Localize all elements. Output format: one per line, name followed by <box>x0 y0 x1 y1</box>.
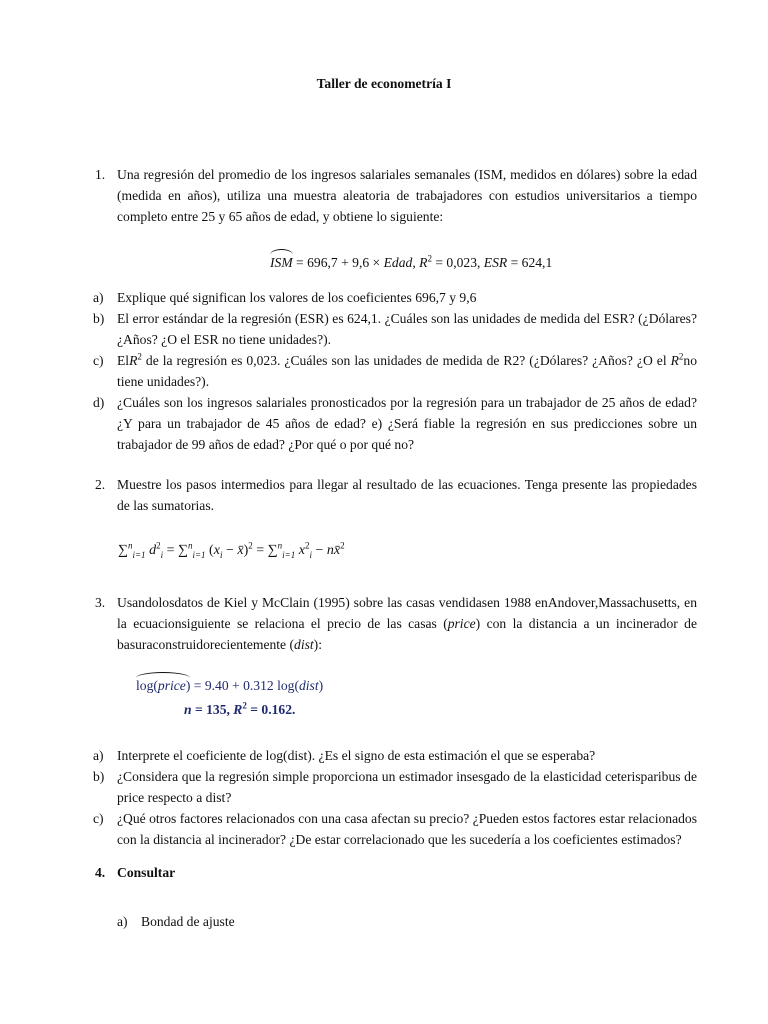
document-title: Taller de econometría I <box>316 76 452 91</box>
question-number: 1. <box>95 167 106 182</box>
sample-size-label: n <box>184 702 192 717</box>
var-xbar: x̄ <box>237 543 244 558</box>
var-d: d <box>149 543 157 558</box>
sum-lower: i=1 <box>132 549 146 560</box>
list-item <box>93 745 697 766</box>
equation-log-price <box>136 675 323 696</box>
question-body: Usandolosdatos de Kiel y McClain (1995) sobre las casas vendidasen 1988 enAndover,Massachusetts, en la ecuacionsiguiente se relaciona el precio de las casas ( <box>117 595 697 631</box>
sample-size-value: = 135, <box>191 702 234 717</box>
equation-term: = 9.40 + 0.312 log( <box>190 678 299 693</box>
r-squared-symbol: R <box>670 353 679 368</box>
r-squared-exponent: 2 <box>137 351 142 362</box>
question-4 <box>93 862 697 883</box>
item-marker: c) <box>93 811 104 826</box>
question-2 <box>93 474 697 516</box>
question-body: Consultar <box>117 865 176 880</box>
item-text: ¿Qué otros factores relacionados con una casa afectan su precio? ¿Pueden estos factores estar relacionados con la distancia al incinerador? ¿De estar correlacionado que les sucedería a los coeficientes estimados? <box>117 811 697 847</box>
list-item <box>93 287 697 308</box>
question-body: ) con la distancia a un incinerador de basuraconstruidorecientemente ( <box>117 616 697 652</box>
var-price: price <box>157 678 186 693</box>
sum-symbol: ∑ <box>177 543 188 558</box>
item-marker: b) <box>93 311 105 326</box>
r-squared-label: R <box>233 702 243 717</box>
equation-esr-label: ESR <box>483 255 508 270</box>
question-3 <box>93 592 697 655</box>
list-item <box>93 766 697 808</box>
question-body: Muestre los pasos intermedios para llegar al resultado de las ecuaciones. Tenga presente las propiedades de las sumatorias. <box>117 477 697 513</box>
question-1-subitems <box>93 287 697 455</box>
var-dist: dist <box>298 678 319 693</box>
paren: ) <box>185 678 191 693</box>
equation-r2-label: R <box>419 255 428 270</box>
paren: ) <box>243 543 249 558</box>
equation-summation <box>118 540 345 561</box>
equals: = <box>163 543 178 558</box>
paren: ( <box>209 543 214 558</box>
item-text: El <box>117 353 130 368</box>
equation-esr-value: = 624,1 <box>507 255 553 270</box>
item-text: Explique qué significan los valores de los coeficientes 696,7 y 9,6 <box>117 290 477 305</box>
item-text: Bondad de ajuste <box>141 914 235 929</box>
question-3-subitems <box>93 745 697 850</box>
equals: = <box>252 543 268 558</box>
sum-symbol: ∑ <box>118 543 128 558</box>
index: i <box>160 549 164 560</box>
item-marker: a) <box>93 748 104 763</box>
equation-stats <box>184 699 295 720</box>
sum-lower: i=1 <box>192 549 206 560</box>
sum-symbol: ∑ <box>267 543 278 558</box>
r-squared-symbol: R <box>129 353 138 368</box>
list-item <box>93 808 697 850</box>
item-marker: a) <box>93 290 104 305</box>
var-price: price <box>447 616 476 631</box>
equation-r2-exponent: 2 <box>427 253 432 264</box>
sum-lower: i=1 <box>282 549 296 560</box>
item-text: de la regresión es 0,023. ¿Cuáles son las unidades de medida de R2? (¿Dólares? ¿Años? ¿O el <box>141 353 671 368</box>
list-item <box>93 392 697 455</box>
question-1-text <box>93 164 697 227</box>
item-marker: b) <box>93 769 105 784</box>
item-text: no tiene unidades?). <box>117 353 697 389</box>
r-squared-exponent: 2 <box>678 351 684 362</box>
index: i <box>219 549 223 560</box>
equation-lhs: ISM <box>270 252 293 273</box>
question-2-text <box>93 474 697 516</box>
item-text: El error estándar de la regresión (ESR) es 624,1. ¿Cuáles son las unidades de medida del ESR? (¿Dólares? ¿Años? ¿O el ESR no tiene unidades?). <box>117 311 697 347</box>
sum-upper: n <box>127 540 133 551</box>
equation-ism: ISM = 696,7 + 9,6 × Edad, $R^2 = 0,023$, ESR = 624,1 <box>270 252 552 273</box>
var-x: x <box>213 543 220 558</box>
item-text: ¿Considera que la regresión simple proporciona un estimador insesgado de la elasticidad ceterisparibus de price respecto a dist? <box>117 769 697 805</box>
log-function: log( <box>136 678 158 693</box>
r-squared-value: = 0.162. <box>246 702 296 717</box>
var-nxbar: nx̄ <box>326 543 341 558</box>
exponent: 2 <box>156 540 161 551</box>
minus: − <box>222 543 238 558</box>
sum-upper: n <box>187 540 193 551</box>
list-item <box>117 911 677 932</box>
question-1 <box>93 164 697 227</box>
exponent: 2 <box>248 540 253 551</box>
question-4-heading <box>93 862 697 883</box>
equation-r2-value: = 0,023, <box>431 255 484 270</box>
question-3-text <box>93 592 697 655</box>
question-body: Una regresión del promedio de los ingresos salariales semanales (ISM, medidos en dólares) sobre la edad (medida en años), utiliza una muestra aleatoria de trabajadores con estudios universitarios a tiempo completo entre 25 y 65 años de edad, y obtiene lo siguiente: <box>117 167 697 224</box>
item-marker: d) <box>93 395 105 410</box>
question-number: 4. <box>95 865 106 880</box>
sum-upper: n <box>277 540 283 551</box>
question-body: ): <box>313 637 322 652</box>
item-text: Interprete el coeficiente de log(dist). ¿Es el signo de esta estimación el que se esperaba? <box>117 748 596 763</box>
minus: − <box>311 543 327 558</box>
question-4-subitems <box>117 911 677 932</box>
item-marker: c) <box>93 353 104 368</box>
paren: ) <box>318 678 324 693</box>
index: i <box>309 549 312 560</box>
list-item <box>93 350 697 392</box>
equation-term: = 696,7 + 9,6 × <box>292 255 384 270</box>
question-number: 3. <box>95 595 106 610</box>
r-squared-exponent: 2 <box>242 700 247 711</box>
question-number: 2. <box>95 477 106 492</box>
equation-variable: Edad <box>383 255 413 270</box>
var-dist: dist <box>294 637 314 652</box>
var-x: x <box>298 543 305 558</box>
exponent: 2 <box>340 540 345 551</box>
item-text: ¿Cuáles son los ingresos salariales pronosticados por la regresión para un trabajador de 25 años de edad? ¿Y para un trabajador de 45 años de edad? e) ¿Será fiable la regresión en sus predicciones sobre un trabajador de 99 años de edad? ¿Por qué o por qué no? <box>117 395 697 452</box>
list-item <box>93 308 697 350</box>
item-marker: a) <box>117 914 128 929</box>
exponent: 2 <box>304 540 310 551</box>
